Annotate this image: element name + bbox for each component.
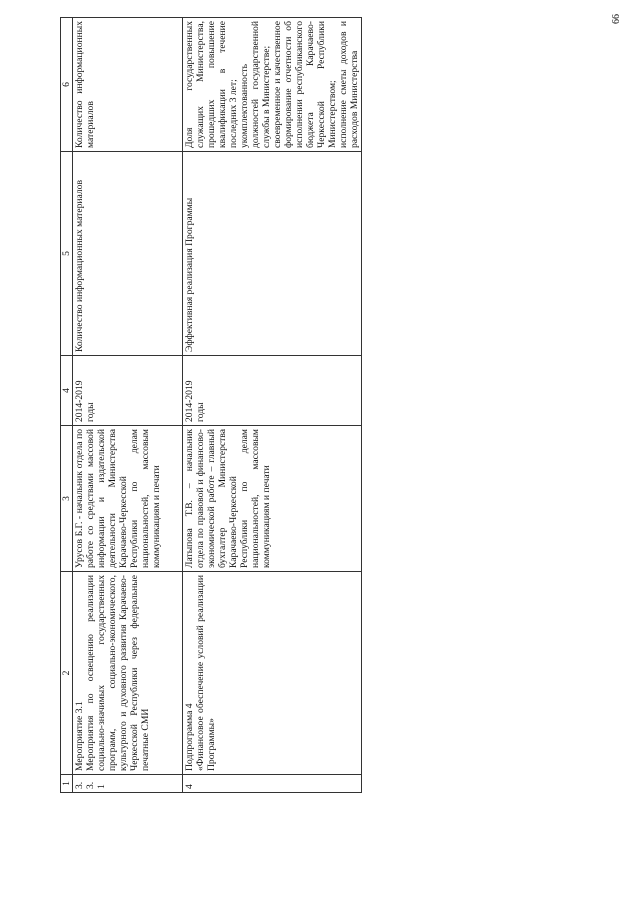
event-cell <box>73 572 183 775</box>
indicator-line: исполнение сметы доходов и расходов Министерства <box>338 21 360 148</box>
table-row <box>183 18 362 793</box>
rotated-page <box>60 18 360 793</box>
event-text: «Финансовое обеспечение условий реализации Программы» <box>195 575 217 771</box>
event-title: Мероприятие 3.1 <box>74 701 85 771</box>
result-cell: Количество информационных материалов <box>73 152 183 356</box>
header-row <box>61 18 73 793</box>
period-cell: 2014-2019 годы <box>73 356 183 426</box>
result-cell: Эффективная реализация Программы <box>183 152 362 356</box>
indicator-cell <box>183 18 362 152</box>
row-number: 3.3.1 <box>73 775 183 793</box>
event-cell <box>183 572 362 775</box>
indicator-line: Доля государственных служащих Министерства, прошедших повышение квалификации в течение последних 3 лет; <box>184 21 239 148</box>
period-cell: 2014-2019 годы <box>183 356 362 426</box>
header-cell-1: 1 <box>61 775 73 793</box>
header-cell-5: 5 <box>61 152 73 356</box>
header-cell-6: 6 <box>61 18 73 152</box>
row-number: 4 <box>183 775 362 793</box>
program-table <box>60 17 362 793</box>
indicator-cell: Количество информационных материалов <box>73 18 183 152</box>
table-row <box>73 18 183 793</box>
header-cell-3: 3 <box>61 426 73 572</box>
executor-cell: Урусов Б.Г. - начальник отдела по работе со средствами массовой информации и издательской деятельности Министерства Карачаево-Черкесской Республики по делам национальностей, массовым коммуникациям и печати <box>73 426 183 572</box>
executor-cell: Латыпова Т.В. – начальник отдела по правовой и финансово-экономической работе – главный бухгалтер Министерства Карачаево-Черкесской Республики по делам национальностей, массовым коммуникациям и печати <box>183 426 362 572</box>
event-text: Мероприятия по освещению реализации социально-значимых государственных программ, социально-экономического, культурного и духовного развития Карачаево-Черкесской Республики через федеральные печатные СМИ <box>85 575 151 771</box>
page-number: 66 <box>611 14 622 24</box>
header-cell-4: 4 <box>61 356 73 426</box>
event-title: Подпрограмма 4 <box>184 703 195 771</box>
indicator-line: укомплектованность должностей государственной службы в Министерстве; <box>239 21 272 148</box>
header-cell-2: 2 <box>61 572 73 775</box>
indicator-line: своевременное и качественное формирование отчетности об исполнении республиканского бюджета Карачаево-Черкесской Республики Министерством; <box>272 21 338 148</box>
